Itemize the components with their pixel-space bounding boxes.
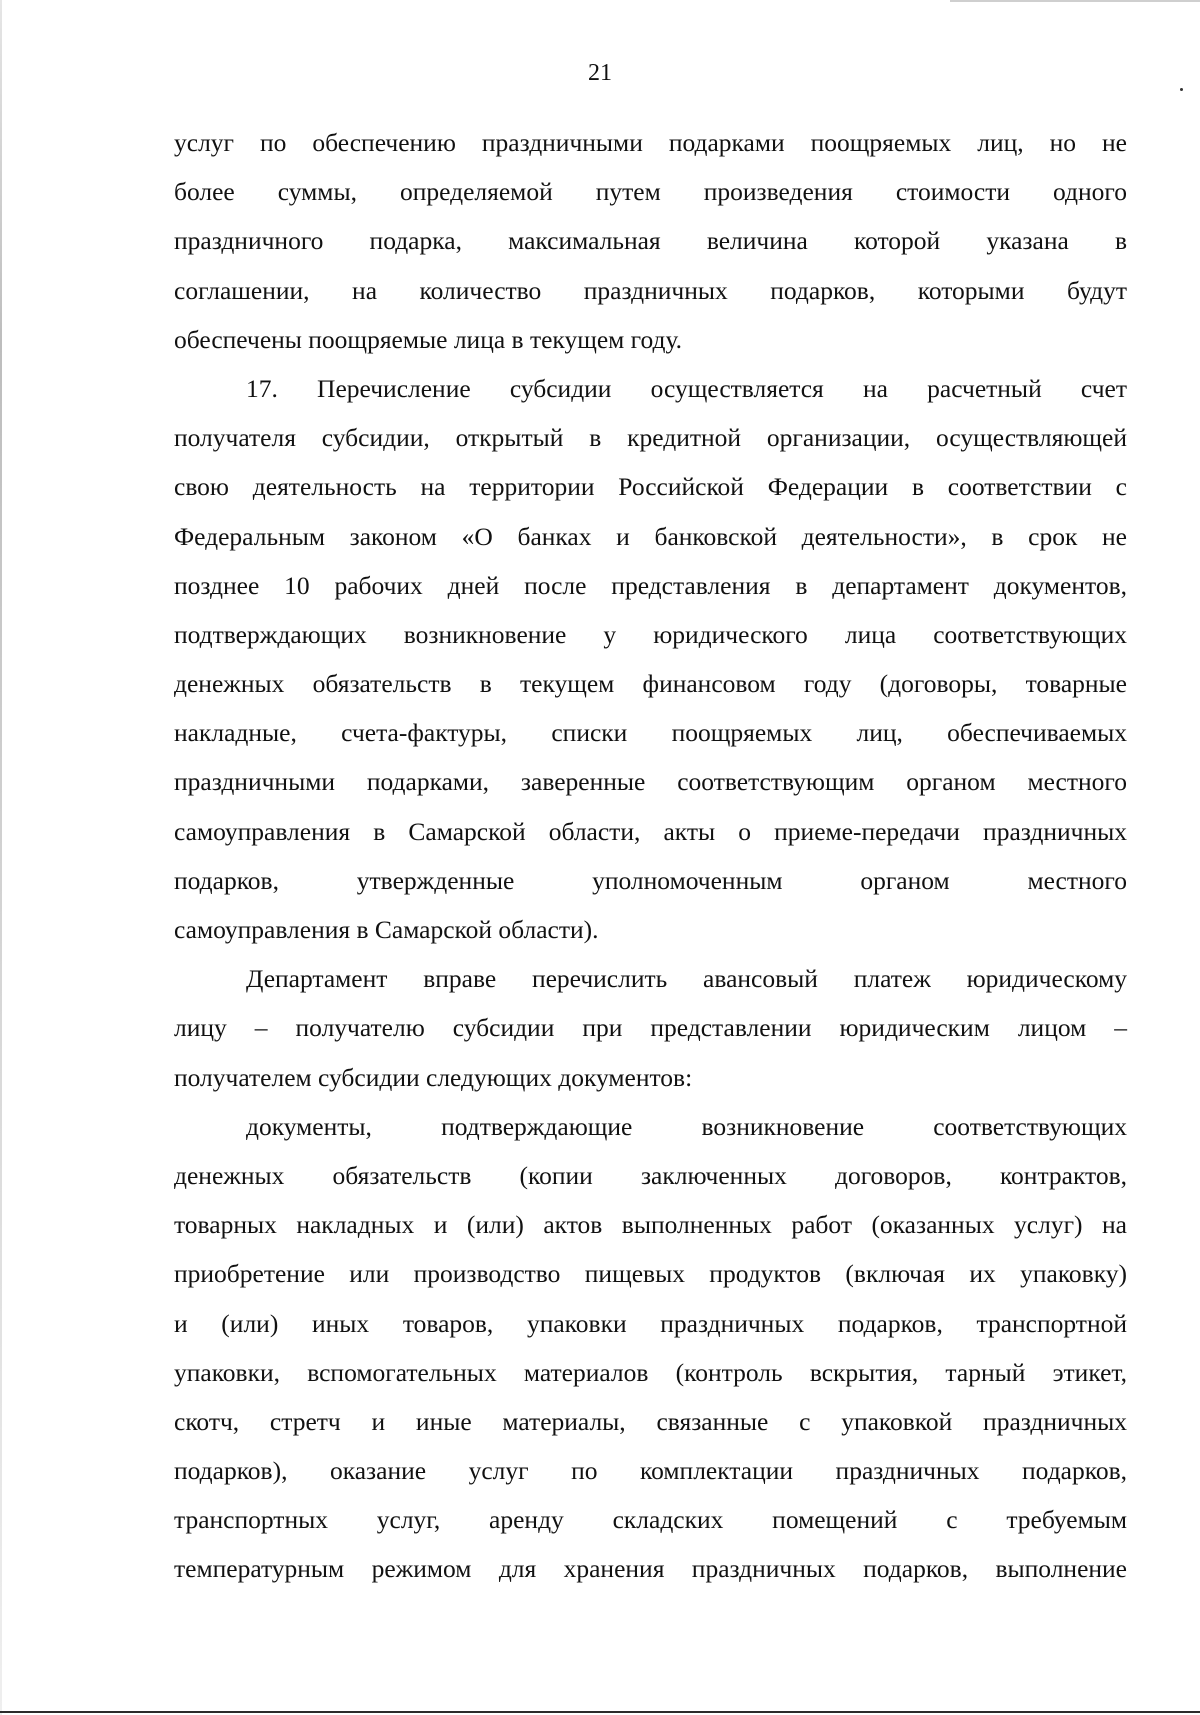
text-line: подарков), оказание услуг по комплектации праздничных подарков, [174, 1456, 1127, 1486]
text-line: Федеральным законом «О банках и банковской деятельности», в срок не [174, 521, 1127, 551]
text-line: Департамент вправе перечислить авансовый платеж юридическому [246, 964, 1127, 994]
scan-edge-bottom [0, 1711, 1200, 1713]
page-number: 21 [588, 60, 612, 86]
paragraph [174, 954, 1127, 1102]
text-line: праздничного подарка, максимальная величина которой указана в [174, 226, 1127, 256]
paragraph [174, 1102, 1127, 1594]
text-line: соглашении, на количество праздничных подарков, которыми будут [174, 275, 1127, 305]
text-line: лицу – получателю субсидии при представлении юридическим лицом – [174, 1013, 1127, 1043]
text-line: транспортных услуг, аренду складских помещений с требуемым [174, 1505, 1127, 1535]
text-line: свою деятельность на территории Российской Федерации в соответствии с [174, 472, 1127, 502]
text-line: денежных обязательств в текущем финансовом году (договоры, товарные [174, 669, 1127, 699]
text-line: документы, подтверждающие возникновение соответствующих [246, 1111, 1127, 1141]
paragraph [174, 118, 1127, 364]
text-line: самоуправления в Самарской области, акты о приеме-передачи праздничных [174, 816, 1127, 846]
text-line: приобретение или производство пищевых продуктов (включая их упаковку) [174, 1259, 1127, 1289]
scan-speck [1180, 88, 1183, 91]
text-line: температурным режимом для хранения праздничных подарков, выполнение [174, 1554, 1127, 1584]
text-line: получателя субсидии, открытый в кредитной организации, осуществляющей [174, 423, 1127, 453]
scan-edge-left [0, 0, 2, 1715]
text-line: самоуправления в Самарской области). [174, 915, 599, 944]
text-line: позднее 10 рабочих дней после представления в департамент документов, [174, 570, 1127, 600]
text-line: услуг по обеспечению праздничными подарками поощряемых лиц, но не [174, 128, 1127, 157]
text-line: упаковки, вспомогательных материалов (контроль вскрытия, тарный этикет, [174, 1357, 1127, 1387]
paragraph [174, 364, 1127, 954]
text-line: 17. Перечисление субсидии осуществляется на расчетный счет [246, 373, 1127, 403]
text-line: праздничными подарками, заверенные соответствующим органом местного [174, 767, 1127, 797]
text-line: скотч, стретч и иные материалы, связанные с упаковкой праздничных [174, 1406, 1127, 1436]
text-line: денежных обязательств (копии заключенных договоров, контрактов, [174, 1160, 1127, 1190]
text-line: более суммы, определяемой путем произведения стоимости одного [174, 177, 1127, 207]
text-line: и (или) иных товаров, упаковки праздничных подарков, транспортной [174, 1308, 1127, 1338]
body-text [174, 118, 1127, 1594]
text-line: подтверждающих возникновение у юридического лица соответствующих [174, 619, 1127, 649]
scan-edge-top [950, 0, 1200, 2]
text-line: товарных накладных и (или) актов выполненных работ (оказанных услуг) на [174, 1210, 1127, 1240]
text-line: обеспечены поощряемые лица в текущем году. [174, 324, 683, 354]
text-line: получателем субсидии следующих документов: [174, 1062, 693, 1092]
text-line: накладные, счета-фактуры, списки поощряемых лиц, обеспечиваемых [174, 718, 1127, 748]
text-line: подарков, утвержденные уполномоченным органом местного [174, 865, 1127, 895]
